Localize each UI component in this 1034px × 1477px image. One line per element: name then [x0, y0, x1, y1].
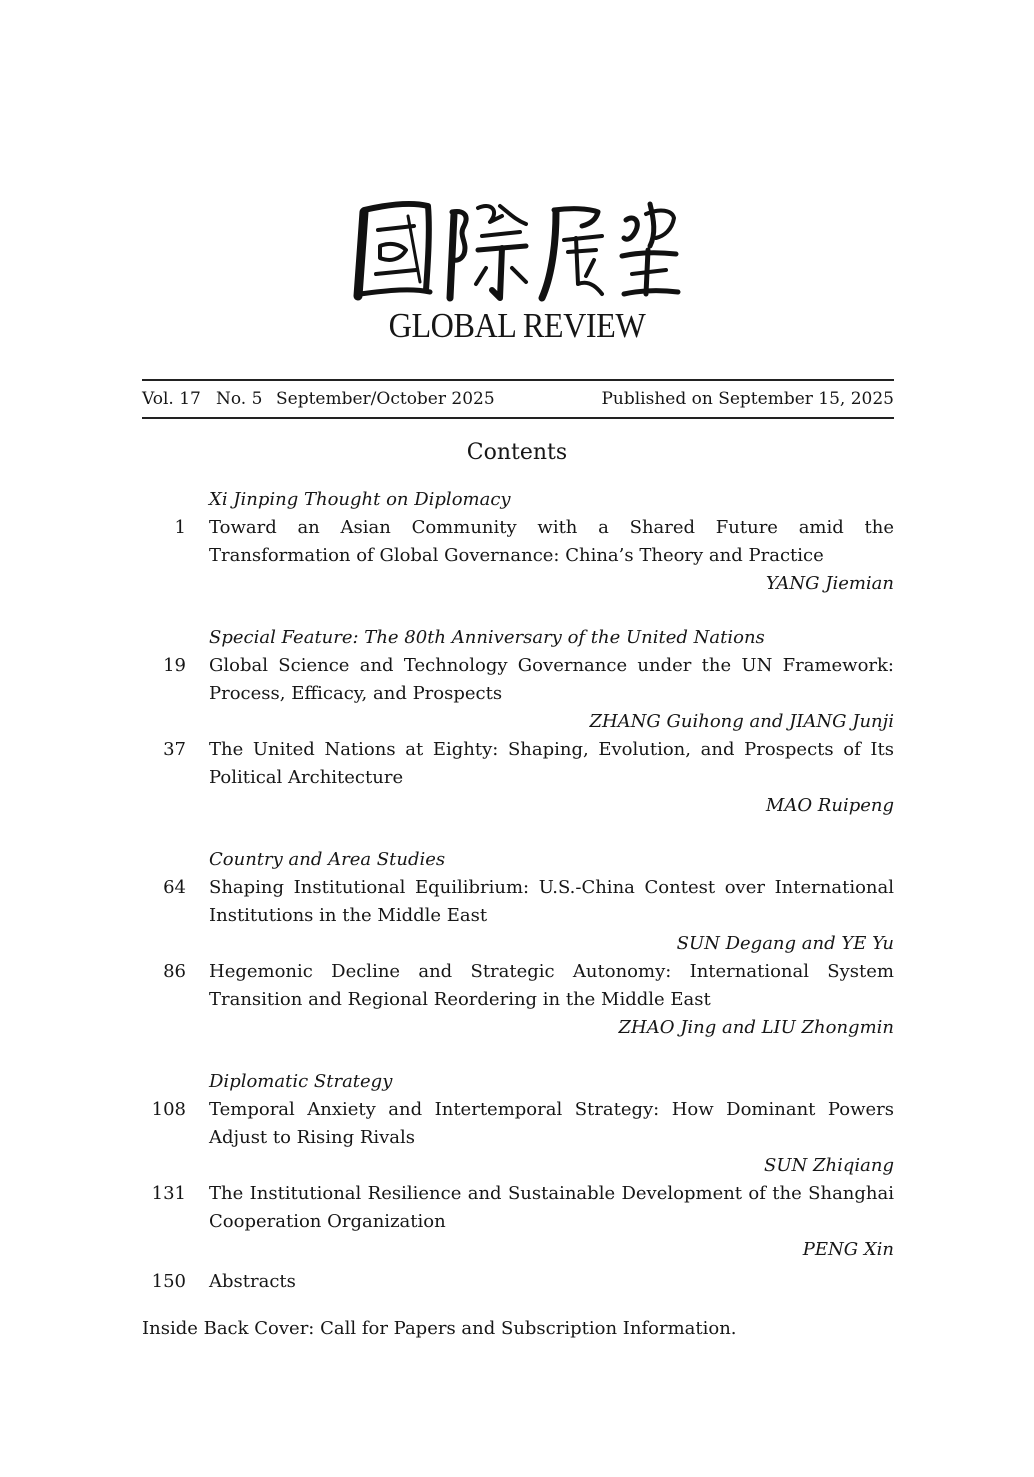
entry-title: Temporal Anxiety and Intertemporal Strategy: How Dominant Powers Adjust to Rising Rivals: [209, 1099, 894, 1148]
toc-section: [142, 846, 894, 1042]
entry-page-number: 1: [174, 517, 186, 538]
section-heading: Special Feature: The 80th Anniversary of the United Nations: [209, 627, 765, 648]
entry-title: Global Science and Technology Governance under the UN Framework: Process, Efficacy, and Prospects: [209, 655, 894, 704]
issue-bar: [142, 389, 894, 413]
calligraphy-logo-graphic: [350, 190, 684, 306]
entry-title: The United Nations at Eighty: Shaping, Evolution, and Prospects of Its Political Architecture: [209, 739, 894, 788]
entry-page-number: 64: [163, 877, 186, 898]
entry-page-number: 150: [151, 1271, 186, 1292]
toc-entry-abstracts[interactable]: [142, 1268, 894, 1296]
entry-title: Toward an Asian Community with a Shared Future amid the Transformation of Global Governance: China’s Theory and Practice: [209, 517, 894, 566]
entry-author: MAO Ruipeng: [765, 795, 894, 816]
entry-author: SUN Zhiqiang: [764, 1155, 894, 1176]
section-heading: Xi Jinping Thought on Diplomacy: [209, 489, 511, 510]
issue-period: September/October 2025: [276, 389, 495, 409]
journal-name-english: GLOBAL REVIEW: [388, 306, 646, 345]
inside-back-cover-note: Inside Back Cover: Call for Papers and Subscription Information.: [142, 1318, 737, 1339]
entry-author: PENG Xin: [802, 1239, 894, 1260]
issue-volume: Vol. 17: [142, 389, 201, 409]
entry-author: ZHANG Guihong and JIANG Junji: [589, 711, 894, 732]
issue-bar-top-rule: [142, 379, 894, 381]
entry-title: Abstracts: [209, 1271, 296, 1292]
entry-page-number: 19: [163, 655, 186, 676]
entry-author: ZHAO Jing and LIU Zhongmin: [618, 1017, 894, 1038]
toc-section: [142, 624, 894, 820]
toc-section: [142, 486, 894, 598]
issue-published-date: Published on September 15, 2025: [601, 389, 894, 409]
toc-entry[interactable]: [142, 1180, 894, 1264]
entry-page-number: 108: [151, 1099, 186, 1120]
entry-title: The Institutional Resilience and Sustainable Development of the Shanghai Cooperation Organization: [209, 1183, 894, 1232]
entry-page-number: 37: [163, 739, 186, 760]
entry-title: Shaping Institutional Equilibrium: U.S.-China Contest over International Institutions in the Middle East: [209, 877, 894, 926]
entry-page-number: 131: [151, 1183, 186, 1204]
toc-entry[interactable]: [142, 874, 894, 958]
issue-number: No. 5: [216, 389, 263, 409]
issue-bar-bottom-rule: [142, 417, 894, 419]
calligraphy-logo: [350, 190, 684, 306]
section-heading: Diplomatic Strategy: [209, 1071, 393, 1092]
entry-author: YANG Jiemian: [765, 573, 894, 594]
table-of-contents: [142, 486, 894, 1296]
entry-title: Hegemonic Decline and Strategic Autonomy: International System Transition and Regional Reordering in the Middle East: [209, 961, 894, 1010]
toc-entry[interactable]: [142, 736, 894, 820]
entry-author: SUN Degang and YE Yu: [676, 933, 894, 954]
toc-section: [142, 1068, 894, 1264]
section-heading: Country and Area Studies: [209, 849, 446, 870]
toc-entry[interactable]: [142, 1096, 894, 1180]
toc-entry[interactable]: [142, 514, 894, 598]
entry-page-number: 86: [163, 961, 186, 982]
toc-entry[interactable]: [142, 958, 894, 1042]
contents-heading: Contents: [466, 440, 568, 465]
toc-entry[interactable]: [142, 652, 894, 736]
